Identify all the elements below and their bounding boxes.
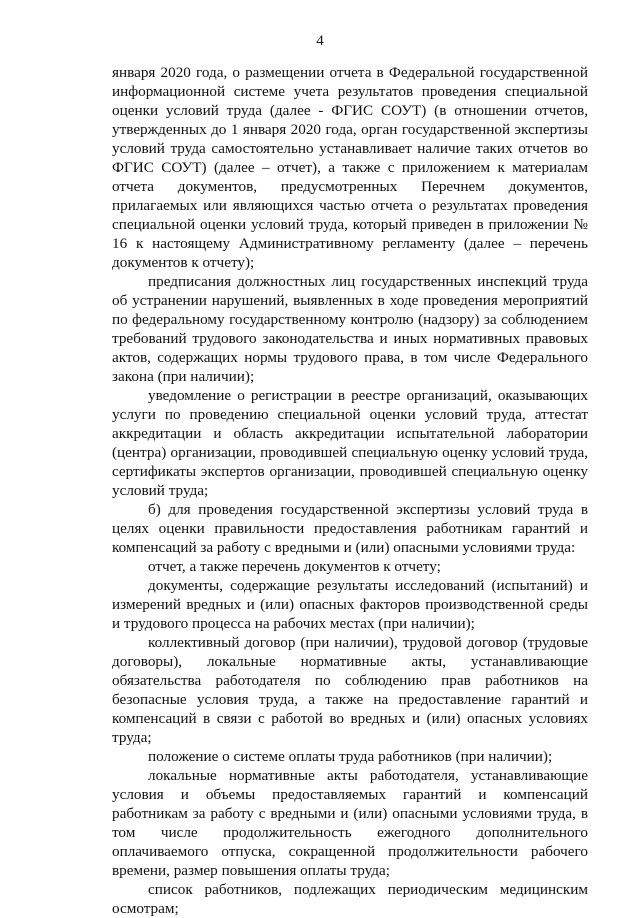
- paragraph-5: отчет, а также перечень документов к отчету;: [148, 558, 441, 575]
- paragraph-7: коллективный договор (при наличии), трудовой договор (трудовые договоры), локальные нормативные акты, устанавливающие обязательства работодателя по соблюдению прав работников на безопасные условия труда, а также на предоставление гарантий и компенсаций в связи с работой во вредных и (или) опасных условиях труда;: [112, 634, 588, 746]
- document-body: [112, 63, 588, 918]
- paragraph-1: января 2020 года, о размещении отчета в Федеральной государственной информационной системе учета результатов проведения специальной оценки условий труда (далее - ФГИС СОУТ) (в отношении отчетов, утвержденных до 1 января 2020 года, орган государственной экспертизы условий труда самостоятельно устанавливает наличие таких отчетов во ФГИС СОУТ) (далее – отчет), а также с приложением к материалам отчета документов, предусмотренных Перечнем документов, прилагаемых или являющихся частью отчета о результатах проведения специальной оценки условий труда, который приведен в приложении № 16 к настоящему Административному регламенту (далее – перечень документов к отчету);: [112, 64, 588, 271]
- paragraph-9: локальные нормативные акты работодателя, устанавливающие условия и объемы предоставляемых гарантий и компенсаций работникам за работу с вредными и (или) опасными условиями труда, в том числе продолжительность ежегодного дополнительного оплачиваемого отпуска, сокращенной продолжительности рабочего времени, размер повышения оплаты труда;: [112, 767, 588, 879]
- paragraph-6: документы, содержащие результаты исследований (испытаний) и измерений вредных и (или) опасных факторов производственной среды и трудового процесса на рабочих местах (при наличии);: [112, 577, 588, 632]
- page-number: 4: [316, 33, 324, 49]
- paragraph-2: предписания должностных лиц государственных инспекций труда об устранении нарушений, выявленных в ходе проведения мероприятий по федеральному государственному контролю (надзору) за соблюдением требований трудового законодательства и иных нормативных правовых актов, содержащих нормы трудового права, в том числе Федерального закона (при наличии);: [112, 273, 588, 385]
- paragraph-3: уведомление о регистрации в реестре организаций, оказывающих услуги по проведению специальной оценки условий труда, аттестат аккредитации и область аккредитации испытательной лаборатории (центра) организации, проводившей специальную оценку условий труда, сертификаты экспертов организации, проводившей специальную оценку условий труда;: [112, 387, 588, 499]
- paragraph-10: список работников, подлежащих периодическим медицинским осмотрам;: [112, 881, 588, 917]
- paragraph-8: положение о системе оплаты труда работников (при наличии);: [148, 748, 553, 765]
- paragraph-4: б) для проведения государственной экспертизы условий труда в целях оценки правильности предоставления работникам гарантий и компенсаций за работу с вредными и (или) опасными условиями труда:: [112, 501, 588, 556]
